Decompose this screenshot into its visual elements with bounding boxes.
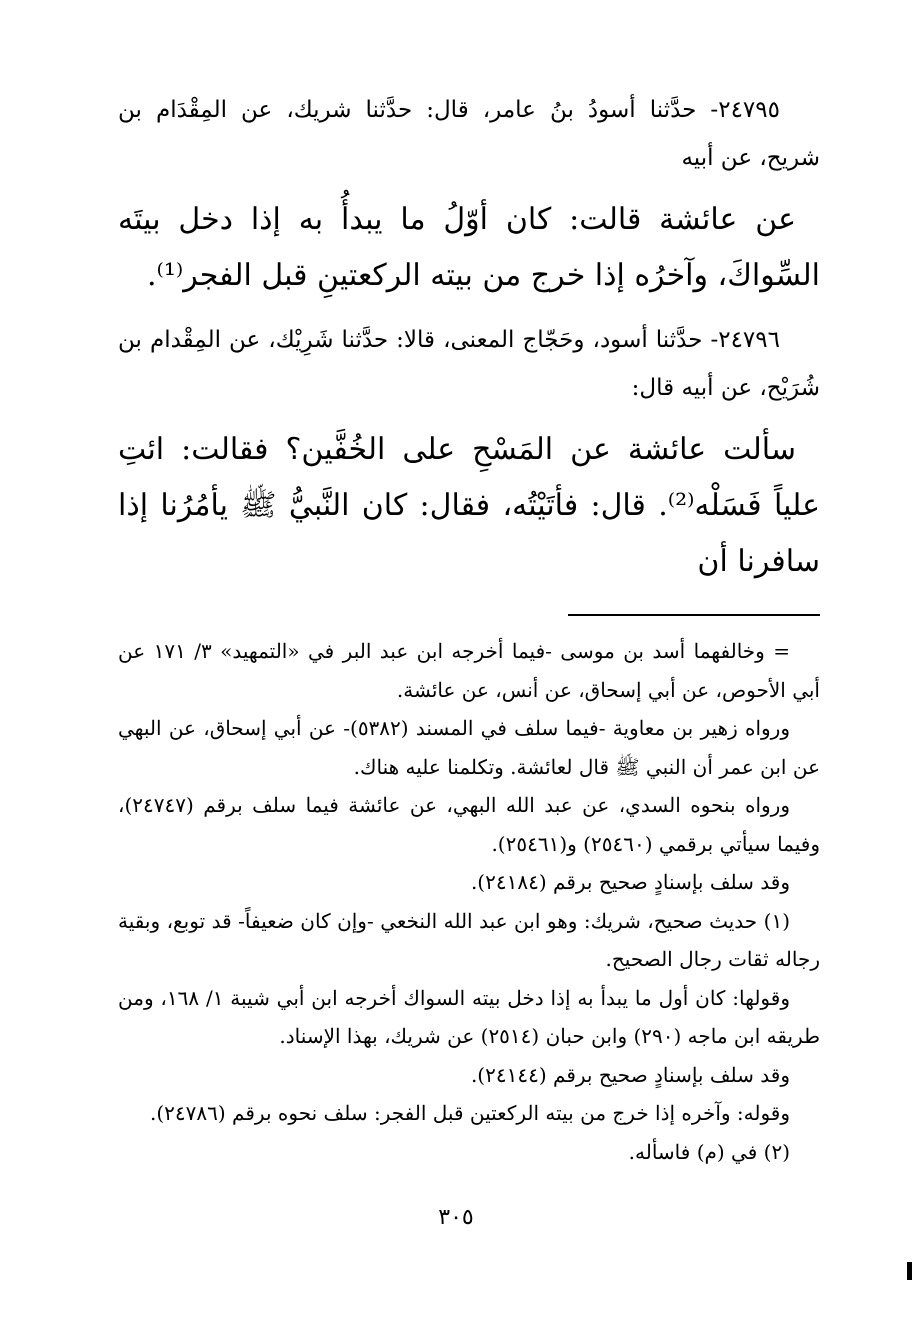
footnote-paragraph: وقد سلف بإسنادٍ صحيح برقم (٢٤١٨٤). — [470, 870, 790, 894]
hadith-24796-chain: ٢٤٧٩٦- حدَّثنا أسود، وحَجّاج المعنى، قالا: حدَّثنا شَرِيْك، عن المِقْدام بن شُرَيْح، عن أبيه قال: — [118, 327, 820, 401]
footnote-separator — [568, 614, 820, 616]
footnote-2: (٢) في (م) فاسأله. — [628, 1139, 790, 1164]
footnote-paragraph: وقولها: كان أول ما يبدأ به إذا دخل بيته السواك أخرجه ابن أبي شيبة ١/ ١٦٨، ومن طريقه ابن ماجه (٢٩٠) وابن حبان (٢٥١٤) عن شريك، بهذا الإسناد. — [118, 985, 820, 1048]
scan-edge-mark — [907, 1262, 912, 1280]
footnote-paragraph: ورواه بنحوه السدي، عن عبد الله البهي، عن عائشة فيما سلف برقم (٢٤٧٤٧)، وفيما سيأتي برقمي (٢٥٤٦٠) و(٢٥٤٦١). — [118, 793, 820, 856]
footnote-paragraph: وقوله: وآخره إذا خرج من بيته الركعتين قبل الفجر: سلف نحوه برقم (٢٤٧٨٦). — [150, 1101, 790, 1125]
footnote-continuation: = وخالفهما أسد بن موسى -فيما أخرجه ابن عبد البر في «التمهيد» ٣/ ١٧١ عن أبي الأحوص، عن أبي إسحاق، عن أنس، عن عائشة. — [118, 639, 820, 702]
hadith-24796-text: سألت عائشة عن المَسْحِ على الخُفَّين؟ فقالت: ائتِ علياً فَسَلْه⁽²⁾. قال: فأتَيْتُه، فقال: كان النَّبيُّ ﷺ يأمُرُنا إذا سافرنا أن — [118, 432, 820, 579]
footnote-paragraph: وقد سلف بإسنادٍ صحيح برقم (٢٤١٤٤). — [470, 1062, 790, 1087]
hadith-24795-chain: ٢٤٧٩٥- حدَّثنا أسودُ بنُ عامر، قال: حدَّثنا شريك، عن المِقْدَام بن شريح، عن أبيه — [118, 97, 820, 171]
footnote-1: (١) حديث صحيح، شريك: وهو ابن عبد الله النخعي -وإن كان ضعيفاً- قد توبع، وبقية رجاله ثقات رجال الصحيح. — [118, 908, 820, 971]
hadith-24795-text: عن عائشة قالت: كان أوّلُ ما يبدأُ به إذا دخل بيتَه السِّواكَ، وآخرُه إذا خرج من بيته الركعتينِ قبل الفجر⁽¹⁾. — [118, 202, 820, 293]
page-body — [118, 86, 820, 1171]
page-number: ٣٠٥ — [438, 1205, 474, 1230]
footnotes — [118, 632, 820, 1171]
footnote-paragraph: ورواه زهير بن معاوية -فيما سلف في المسند (٥٣٨٢)- عن أبي إسحاق، عن البهي عن ابن عمر أن النبي ﷺ قال لعائشة. وتكلمنا عليه هناك. — [118, 716, 820, 779]
